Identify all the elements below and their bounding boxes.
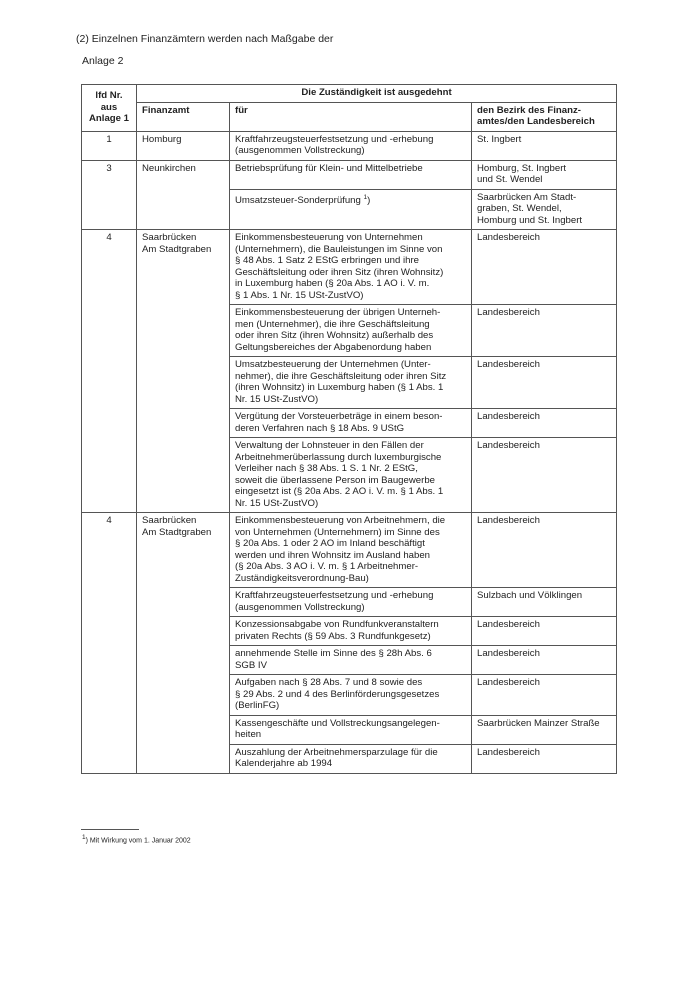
jurisdiction-table [81,84,617,774]
finanzamt-cell: Saarbrücken Am Stadtgraben [137,513,230,774]
zustaendigkeit-cell: Betriebsprüfung für Klein- und Mittelbetriebe [230,160,472,189]
header-top: Die Zuständigkeit ist ausgedehnt [137,85,617,103]
intro-text: (2) Einzelnen Finanzämtern werden nach Maßgabe der [76,33,334,45]
row-number: 1 [82,131,137,160]
table-row [82,513,617,588]
zustaendigkeit-cell: Konzessionsabgabe von Rundfunkveranstaltern privaten Rechts (§ 59 Abs. 3 Rundfunkgesetz) [230,617,472,646]
row-number: 4 [82,513,137,774]
table-row [82,131,617,160]
header-fuer: für [230,102,472,131]
bezirk-cell: Saarbrücken Mainzer Straße [472,715,617,744]
row-number: 4 [82,230,137,513]
finanzamt-cell: Neunkirchen [137,160,230,230]
bezirk-cell: Landesbereich [472,513,617,588]
zustaendigkeit-cell: Kraftfahrzeugsteuerfestsetzung und -erhebung (ausgenommen Vollstreckung) [230,131,472,160]
bezirk-cell: Homburg, St. Ingbert und St. Wendel [472,160,617,189]
zustaendigkeit-cell: Auszahlung der Arbeitnehmersparzulage für die Kalenderjahre ab 1994 [230,744,472,773]
bezirk-cell: Landesbereich [472,305,617,357]
bezirk-cell: Landesbereich [472,409,617,438]
zustaendigkeit-cell: Kraftfahrzeugsteuerfestsetzung und -erhebung (ausgenommen Vollstreckung) [230,588,472,617]
bezirk-cell: Landesbereich [472,438,617,513]
header-bezirk: den Bezirk des Finanz- amtes/den Landesbereich [472,102,617,131]
header-finanzamt: Finanzamt [137,102,230,131]
finanzamt-cell: Homburg [137,131,230,160]
bezirk-cell: St. Ingbert [472,131,617,160]
zustaendigkeit-cell: annehmende Stelle im Sinne des § 28h Abs. 6 SGB IV [230,646,472,675]
zustaendigkeit-cell: Einkommensbesteuerung von Unternehmen (Unternehmern), die Bauleistungen im Sinne von § 48 Abs. 1 Satz 2 EStG erbringen und ihre Geschäftsleitung oder ihren Sitz (ihren Wohnsitz) in Luxemburg haben (§ 20a Abs. 1 AO i. V. m. § 1 Abs. 1 Nr. 15 USt-ZustVO) [230,230,472,305]
footnote-rule [81,829,139,830]
bezirk-cell: Landesbereich [472,230,617,305]
zustaendigkeit-cell: Kassengeschäfte und Vollstreckungsangelegen- heiten [230,715,472,744]
table-row [82,160,617,189]
zustaendigkeit-cell: Aufgaben nach § 28 Abs. 7 und 8 sowie des § 29 Abs. 2 und 4 des Berlinförderungsgesetzes (BerlinFG) [230,675,472,716]
footnote: $^1$) Mit Wirkung vom 1. Januar 2002 [82,834,191,845]
header-nr: lfd Nr. aus Anlage 1 [82,85,137,132]
zustaendigkeit-cell: Umsatzsteuer-Sonderprüfung $^1$) [230,189,472,230]
zustaendigkeit-cell: Verwaltung der Lohnsteuer in den Fällen der Arbeitnehmerüberlassung durch luxemburgische Verleiher nach § 38 Abs. 1 S. 1 Nr. 2 EStG, soweit die überlassene Person im Baugewerbe eingesetzt ist (§ 20a Abs. 2 AO i. V. m. § 1 Abs. 1 Nr. 15 USt-ZustVO) [230,438,472,513]
bezirk-cell: Landesbereich [472,744,617,773]
bezirk-cell: Landesbereich [472,675,617,716]
finanzamt-cell: Saarbrücken Am Stadtgraben [137,230,230,513]
zustaendigkeit-cell: Einkommensbesteuerung von Arbeitnehmern, die von Unternehmen (Unternehmern) im Sinne des § 20a Abs. 1 oder 2 AO im Inland beschäftigt werden und ihren Wohnsitz im Ausland haben (§ 20a Abs. 3 AO i. V. m. § 1 Arbeitnehmer- Zuständigkeitsverordnung-Bau) [230,513,472,588]
bezirk-cell: Sulzbach und Völklingen [472,588,617,617]
zustaendigkeit-cell: Vergütung der Vorsteuerbeträge in einem beson- deren Verfahren nach § 18 Abs. 9 UStG [230,409,472,438]
row-number: 3 [82,160,137,230]
table-row [82,230,617,305]
bezirk-cell: Saarbrücken Am Stadt- graben, St. Wendel, Homburg und St. Ingbert [472,189,617,230]
bezirk-cell: Landesbereich [472,646,617,675]
bezirk-cell: Landesbereich [472,617,617,646]
zustaendigkeit-cell: Umsatzbesteuerung der Unternehmen (Unter- nehmer), die ihre Geschäftsleitung oder ihren Sitz (ihren Wohnsitz) in Luxemburg haben (§ 1 Abs. 1 Nr. 15 USt-ZustVO) [230,357,472,409]
bezirk-cell: Landesbereich [472,357,617,409]
annex-label: Anlage 2 [82,55,124,67]
zustaendigkeit-cell: Einkommensbesteuerung der übrigen Unterneh- men (Unternehmer), die ihre Geschäftsleitung oder ihren Sitz (ihren Wohnsitz) außerhalb des Geltungsbereiches der Abgabenordung haben [230,305,472,357]
